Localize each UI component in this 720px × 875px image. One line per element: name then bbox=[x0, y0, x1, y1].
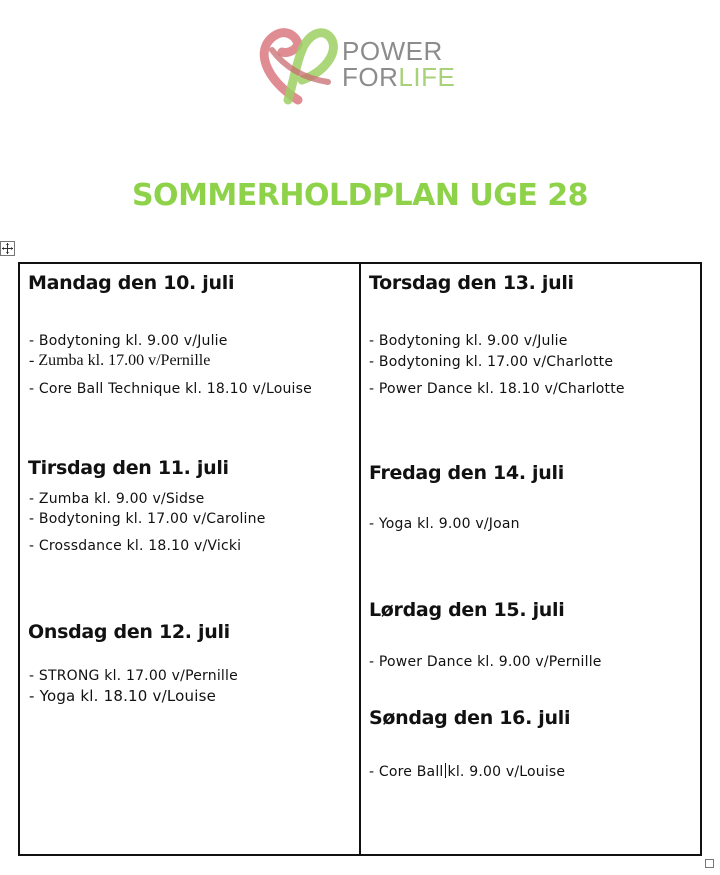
heart-logo-icon bbox=[258, 20, 338, 105]
wednesday-item-2: - Yoga kl. 18.10 v/Louise bbox=[29, 687, 217, 705]
column-divider bbox=[359, 262, 361, 856]
page-title: SOMMERHOLDPLAN UGE 28 bbox=[131, 178, 589, 213]
sunday-item-1[interactable] bbox=[369, 763, 565, 780]
heading-friday: Fredag den 14. juli bbox=[369, 462, 564, 484]
text-cursor bbox=[445, 763, 446, 778]
tuesday-item-3: - Crossdance kl. 18.10 v/Vicki bbox=[29, 538, 242, 554]
logo-word-life: LIFE bbox=[398, 62, 456, 92]
thursday-item-2: - Bodytoning kl. 17.00 v/Charlotte bbox=[369, 354, 614, 370]
power-for-life-logo bbox=[258, 20, 458, 105]
monday-item-3: - Core Ball Technique kl. 18.10 v/Louise bbox=[29, 381, 312, 397]
sunday-item-part-1: - Core Ball bbox=[369, 764, 444, 780]
heading-thursday: Torsdag den 13. juli bbox=[369, 272, 574, 294]
heading-monday: Mandag den 10. juli bbox=[28, 272, 235, 294]
logo-line-forlife bbox=[342, 64, 455, 90]
saturday-item-1: - Power Dance kl. 9.00 v/Pernille bbox=[369, 654, 602, 670]
heading-sunday: Søndag den 16. juli bbox=[369, 707, 571, 729]
friday-item-1: - Yoga kl. 9.00 v/Joan bbox=[369, 516, 520, 532]
heading-tuesday: Tirsdag den 11. juli bbox=[28, 457, 229, 479]
thursday-item-1: - Bodytoning kl. 9.00 v/Julie bbox=[369, 333, 568, 349]
heading-wednesday: Onsdag den 12. juli bbox=[28, 621, 230, 643]
heading-saturday: Lørdag den 15. juli bbox=[369, 599, 565, 621]
logo-wordmark bbox=[342, 38, 455, 90]
tuesday-item-2: - Bodytoning kl. 17.00 v/Caroline bbox=[29, 511, 266, 527]
monday-item-1: - Bodytoning kl. 9.00 v/Julie bbox=[29, 333, 228, 349]
table-resize-handle[interactable] bbox=[705, 859, 714, 868]
logo-word-for: FOR bbox=[342, 62, 399, 92]
thursday-item-3: - Power Dance kl. 18.10 v/Charlotte bbox=[369, 381, 625, 397]
tuesday-item-1: - Zumba kl. 9.00 v/Sidse bbox=[29, 491, 205, 507]
table-move-handle-icon[interactable] bbox=[0, 241, 15, 256]
monday-item-2: - Zumba kl. 17.00 v/Pernille bbox=[29, 352, 211, 369]
logo-line-power: POWER bbox=[342, 36, 443, 66]
wednesday-item-1: - STRONG kl. 17.00 v/Pernille bbox=[29, 668, 238, 684]
sunday-item-part-2: kl. 9.00 v/Louise bbox=[447, 764, 566, 780]
